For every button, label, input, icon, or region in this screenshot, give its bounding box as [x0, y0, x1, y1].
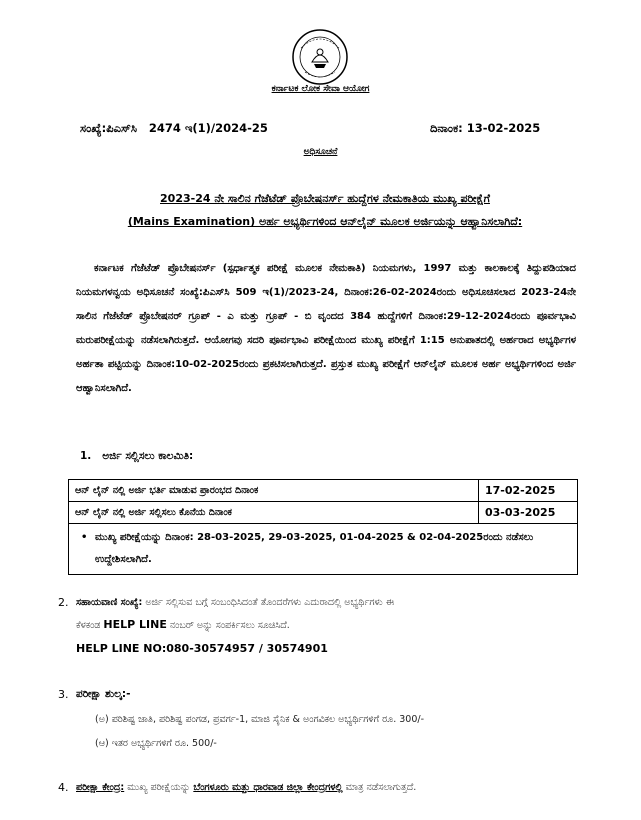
subject-line-1: 2023-24 ನೇ ಸಾಲಿನ ಗೆಜೆಟೆಡ್ ಪ್ರೊಬೇಷನರ್ಸ್ ಹುದ್ದೆಗಳ ನೇಮಕಾತಿಯ ಮುಖ್ಯ ಪರೀಕ್ಷೆಗೆ — [160, 192, 490, 205]
table-cell-value: 03-03-2025 — [479, 502, 578, 524]
table-cell-label: ಆನ್ ಲೈನ್ ನಲ್ಲಿ ಅರ್ಜಿ ಸಲ್ಲಿಸಲು ಕೊನೆಯ ದಿನಾಂಕ — [69, 502, 479, 524]
section-4-pre: ಮುಖ್ಯ ಪರೀಕ್ಷೆಯನ್ನು — [127, 782, 191, 793]
table-cell-label: ಆನ್ ಲೈನ್ ನಲ್ಲಿ ಅರ್ಜಿ ಭರ್ತಿ ಮಾಡುವ ಪ್ರಾರಂಭದ ದಿನಾಂಕ — [69, 480, 479, 502]
section-2-text-pre: ಕೆಳಕಂಡ — [76, 620, 101, 631]
exam-centres: ಬೆಂಗಳೂರು ಮತ್ತು ಧಾರವಾಡ ಜಿಲ್ಲಾ ಕೇಂದ್ರಗಳಲ್ಲಿ — [193, 782, 343, 793]
section-4-post: ಮಾತ್ರ ನಡೆಸಲಾಗುತ್ತದೆ. — [345, 782, 417, 793]
table-cell-value: 17-02-2025 — [479, 480, 578, 502]
application-dates-table — [68, 479, 578, 575]
section-1-number: 1. — [80, 450, 92, 462]
notification-title: ಅಧಿಸೂಚನೆ — [303, 147, 338, 157]
fee-item-1: (ಅ) ಪರಿಶಿಷ್ಟ ಜಾತಿ, ಪರಿಶಿಷ್ಟ ಪಂಗಡ, ಪ್ರವರ್ಗ-1, ಮಾಜಿ ಸೈನಿಕ & ಅಂಗವಿಕಲ ಅಭ್ಯರ್ಥಿಗಳಿಗೆ ರೂ. 300/- — [95, 714, 425, 725]
section-3-label: ಪರೀಕ್ಷಾ ಶುಲ್ಕ:- — [76, 688, 131, 700]
helpline-number: HELP LINE NO:080-30574957 / 30574901 — [76, 642, 328, 655]
notification-date: ದಿನಾಂಕ: 13-02-2025 — [430, 121, 541, 135]
section-1-title: ಅರ್ಜಿ ಸಲ್ಲಿಸಲು ಕಾಲಮಿತಿ: — [102, 450, 194, 462]
reference-number: ಸಂಖ್ಯೆ:ಪಿಎಸ್‌ಸಿ 2474 ಇ(1)/2024-25 — [80, 121, 268, 135]
subject-line-2: (Mains Examination) ಅರ್ಹ ಅಭ್ಯರ್ಥಿಗಳಿಂದ ಆನ್‌ಲೈನ್ ಮೂಲಕ ಅರ್ಜಿಯನ್ನು ಆಹ್ವಾನಿಸಲಾಗಿದೆ: — [127, 215, 523, 228]
subject — [60, 187, 590, 233]
table-row — [69, 480, 578, 502]
section-4-label: ಪರೀಕ್ಷಾ ಕೇಂದ್ರ: — [76, 782, 125, 793]
exam-dates-text: ಮುಖ್ಯ ಪರೀಕ್ಷೆಯನ್ನು ದಿನಾಂಕ: 28-03-2025, 29-03-2025, 01-04-2025 & 02-04-2025ರಂದು ನಡೆಸಲು ಉದ್ದೇಶಿಸಲಾಗಿದೆ. — [95, 532, 534, 565]
section-2-label: ಸಹಾಯವಾಣಿ ಸಂಖ್ಯೆ: — [76, 597, 143, 608]
commission-name: ಕರ್ನಾಟಕ ಲೋಕ ಸೇವಾ ಆಯೋಗ — [271, 84, 370, 94]
body-paragraph: ಕರ್ನಾಟಕ ಗೆಜೆಟೆಡ್ ಪ್ರೊಬೇಷನರ್ಸ್ (ಸ್ಪರ್ಧಾತ್ಮಕ ಪರೀಕ್ಷೆ ಮೂಲಕ ನೇಮಕಾತಿ) ನಿಯಮಗಳು, 1997 ಮತ್ತು ಕಾಲಕಾಲಕ್ಕೆ ತಿದ್ದುಪಡಿಯಾದ ನಿಯಮಗಳನ್ವಯ ಅಧಿಸೂಚನೆ ಸಂಖ್ಯೆ:ಪಿಎಸ್‌ಸಿ 509 ಇ(1)/2023-24, ದಿನಾಂಕ:26-02-2024ರಂದು ಅಧಿಸೂಚಿಸಲಾದ 2023-24ನೇ ಸಾಲಿನ ಗೆಜೆಟೆಡ್ ಪ್ರೊಬೇಷನರ್ ಗ್ರೂಪ್ - ಎ ಮತ್ತು ಗ್ರೂಪ್ - ಬಿ ವೃಂದದ 384 ಹುದ್ದೆಗಳಿಗೆ ದಿನಾಂಕ:29-12-2024ರಂದು ಪೂರ್ವಭಾವಿ ಮರುಪರೀಕ್ಷೆಯನ್ನು ನಡೆಸಲಾಗಿರುತ್ತದೆ. ಆಯೋಗವು ಸದರಿ ಪೂರ್ವಭಾವಿ ಪರೀಕ್ಷೆಯಿಂದ ಮುಖ್ಯ ಪರೀಕ್ಷೆಗೆ 1:15 ಅನುಪಾತದಲ್ಲಿ ಅರ್ಹರಾದ ಅಭ್ಯರ್ಥಿಗಳ ಅರ್ಹತಾ ಪಟ್ಟಿಯನ್ನು ದಿನಾಂಕ:10-02-2025ರಂದು ಪ್ರಕಟಿಸಲಾಗಿರುತ್ತದೆ. ಪ್ರಸ್ತುತ ಮುಖ್ಯ ಪರೀಕ್ಷೆಗೆ ಆನ್‌ಲೈನ್ ಮೂಲಕ ಅರ್ಹ ಅಭ್ಯರ್ಥಿಗಳಿಂದ ಅರ್ಜಿ ಆಹ್ವಾನಿಸಲಾಗಿದೆ. — [76, 263, 576, 394]
section-3-number: 3. — [58, 688, 69, 701]
commission-seal — [291, 28, 349, 86]
helpline-label: HELP LINE — [103, 618, 167, 631]
table-row — [69, 502, 578, 524]
fee-item-2: (ಆ) ಇತರ ಅಭ್ಯರ್ಥಿಗಳಿಗೆ ರೂ. 500/- — [95, 738, 217, 749]
exam-dates-bullet — [69, 524, 578, 575]
section-2-text-post: ನಂಬರ್ ಅನ್ನು ಸಂಪರ್ಕಿಸಲು ಸೂಚಿಸಿದೆ. — [169, 620, 290, 631]
table-row — [69, 524, 578, 575]
section-4 — [76, 777, 596, 799]
bullet-icon: • — [81, 532, 88, 543]
section-1-heading — [80, 450, 193, 463]
section-4-number: 4. — [58, 781, 69, 794]
section-2-number: 2. — [58, 596, 69, 609]
section-2-text: ಅರ್ಜಿ ಸಲ್ಲಿಸುವ ಬಗ್ಗೆ ಸಂಬಂಧಿಸಿದಂತೆ ತೊಂದರೆಗಳು ಎದುರಾದಲ್ಲಿ ಅಭ್ಯರ್ಥಿಗಳು ಈ — [145, 597, 394, 608]
section-2 — [76, 592, 586, 637]
